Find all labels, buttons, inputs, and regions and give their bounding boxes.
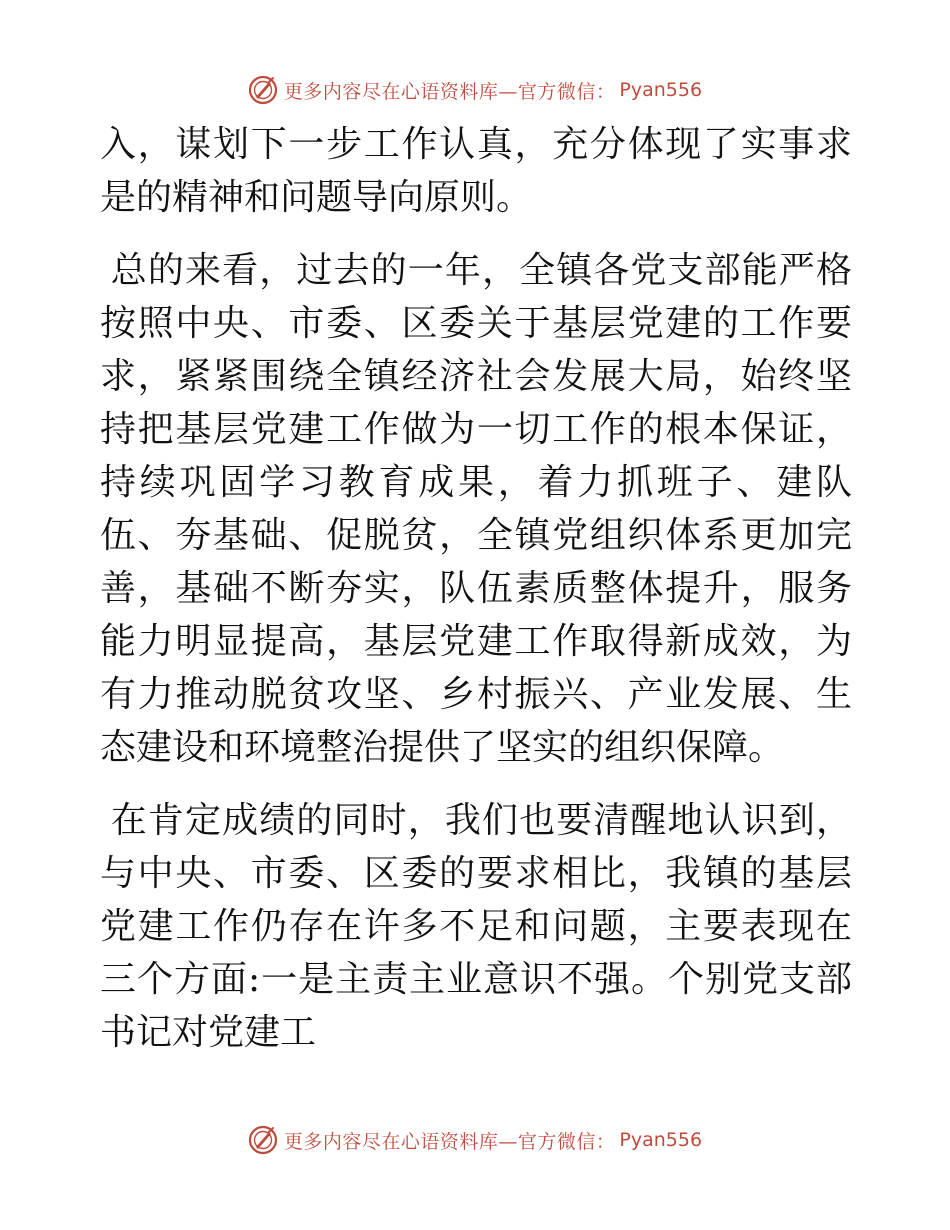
header-watermark <box>0 68 950 112</box>
document-body <box>100 118 852 1059</box>
watermark-handle: Pyan556 <box>619 1129 703 1151</box>
watermark-text: 更多内容尽在心语资料库—官方微信： <box>283 1130 616 1153</box>
paragraph-continuation: 入，谋划下一步工作认真，充分体现了实事求是的精神和问题导向原则。 <box>100 124 852 218</box>
paragraph-summary: 总的来看，过去的一年，全镇各党支部能严格按照中央、市委、区委关于基层党建的工作要求，紧紧围绕全镇经济社会发展大局，始终坚持把基层党建工作做为一切工作的根本保证，持续巩固学习教育成果，着力抓班子、建队伍、夯基础、促脱贫，全镇党组织体系更加完善，基础不断夯实，队伍素质整体提升，服务能力明显提高，基层党建工作取得新成效，为有力推动脱贫攻坚、乡村振兴、产业发展、生态建设和环境整治提供了坚实的组织保障。 <box>100 250 852 768</box>
watermark-text: 更多内容尽在心语资料库—官方微信： <box>283 80 616 103</box>
quill-seal-icon <box>248 75 278 105</box>
watermark-handle: Pyan556 <box>619 79 703 101</box>
quill-seal-icon <box>248 1125 278 1155</box>
paragraph-problems: 在肯定成绩的同时，我们也要清醒地认识到，与中央、市委、区委的要求相比，我镇的基层党建工作仍存在许多不足和问题，主要表现在三个方面:一是主责主业意识不强。个别党支部书记对党建工 <box>100 800 852 1053</box>
footer-watermark <box>0 1118 950 1162</box>
